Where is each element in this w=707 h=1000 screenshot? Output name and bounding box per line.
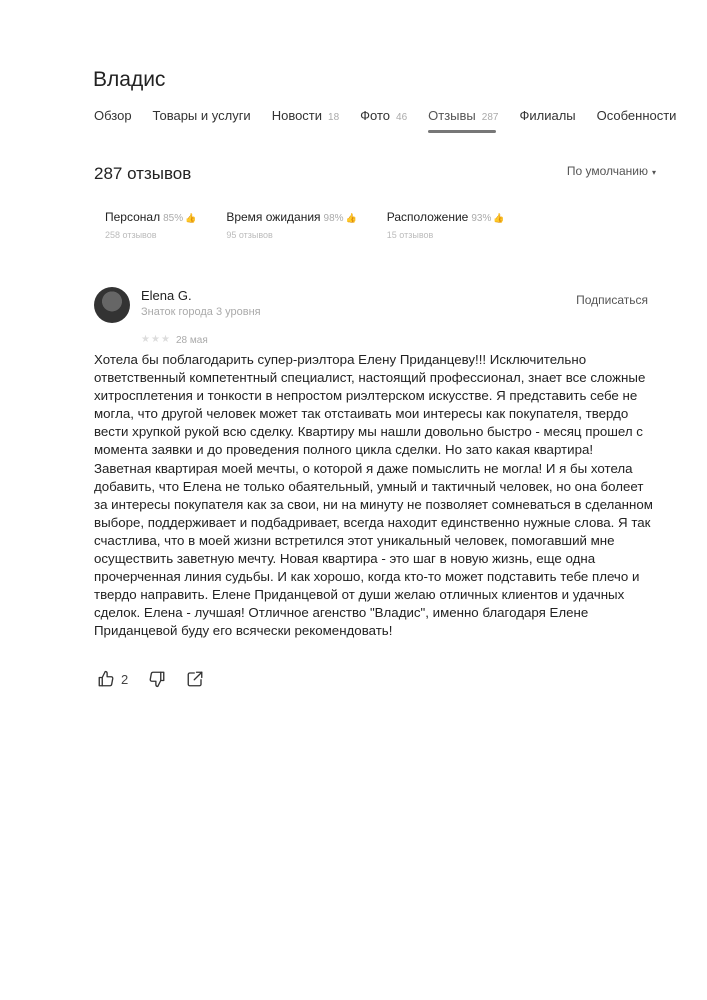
share-button[interactable] [186,670,204,688]
tab-label: Филиалы [519,108,576,123]
tab-branches[interactable] [519,108,575,123]
star-icon: ★ [141,334,151,345]
thumbs-up-icon [97,670,115,688]
share-icon [186,670,204,688]
aspect-percent: 93% [471,213,492,224]
tab-reviews[interactable] [428,108,498,123]
aspect-name: Расположение [386,210,469,224]
sort-dropdown[interactable] [567,164,656,178]
aspect-percent: 98% [323,213,344,224]
review-date: 28 мая [176,335,208,346]
aspect-location[interactable] [387,208,505,240]
aspect-reviews-count: 95 отзывов [226,230,273,240]
tab-label: Отзывы [428,108,476,123]
thumbs-up-icon: 👍 [185,213,197,223]
tab-news[interactable] [272,108,339,123]
sort-label: По умолчанию [566,164,648,178]
tab-features[interactable] [597,108,677,123]
like-button[interactable] [97,670,128,688]
tab-label: Товары и услуги [152,108,251,123]
aspect-name: Персонал [105,210,161,224]
thumbs-down-icon [148,670,166,688]
tab-count: 18 [328,112,340,123]
review-text: Хотела бы поблагодарить супер-риэлтора Елену Приданцеву!!! Исключительно ответственный компетентный специалист, настоящий профессионал, знает все сложные хитросплетения и тонкости в непростом риэлтерском искусстве. Я представить себе не могла, что другой человек может так отстаивать мои интересы как покупателя, твердо вести хрупкой рукой всю сделку. Квартиру мы нашли довольно быстро - месяц прошел с момента заявки и до проведения полного цикла сделки. Но зато какая квартира! Заветная квартирая моей мечты, о которой я даже помыслить не могла! И я бы хотела добавить, что Елена не только обаятельный, умный и тактичный человек, но она болеет за интересы покупателя как за свои, ни на минуту не позволяет сомневаться в сделанном выборе, поддерживает и подбадривает, всегда находит единственно нужные слова. Я так счастлива, что в моей жизни встретился этот уникальный человек, помогавший мне осуществить заветную мечту. Новая квартира - это шаг в новую жизнь, еще одна прочерченная линия судьбы. И как хорошо, когда кто-то может подставить тебе плечо и твердо направить. Елене Приданцевой от души желаю отличных клиентов и удачных сделок. Елена - лучшая! Отличное агенство "Владис", именно благодаря Елене Приданцевой буду его всячески рекомендовать! [94,352,653,639]
rating-stars [141,334,171,345]
avatar[interactable] [94,287,130,323]
tab-overview[interactable] [94,108,132,123]
dislike-button[interactable] [148,670,166,688]
thumbs-up-icon: 👍 [493,213,505,223]
tab-label: Особенности [596,108,677,123]
tab-count: 46 [396,112,408,123]
aspect-staff[interactable] [105,208,196,240]
aspect-name: Время ожидания [226,210,321,224]
star-icon: ★ [160,334,171,345]
review-author[interactable]: Elena G. [141,288,192,303]
tabs-bar [94,108,697,123]
subscribe-button[interactable]: Подписаться [576,293,648,307]
tab-label: Обзор [94,108,132,123]
like-count: 2 [121,671,129,687]
thumbs-up-icon: 👍 [345,213,357,223]
aspects-bar [105,208,535,240]
tab-label: Фото [360,108,391,123]
aspect-waiting-time[interactable] [226,208,356,240]
review-actions [97,670,224,688]
page-title: Владис [93,68,166,91]
tab-photos[interactable] [360,108,407,123]
reviews-count: 287 отзывов [94,164,192,183]
tab-label: Новости [271,108,323,123]
author-level: Знаток города 3 уровня [141,306,261,318]
tab-count: 287 [481,112,499,123]
star-icon: ★ [150,334,161,345]
chevron-down-icon: ▾ [651,168,656,177]
aspect-reviews-count: 15 отзывов [386,230,434,240]
aspect-percent: 85% [163,213,184,224]
aspect-reviews-count: 258 отзывов [105,230,157,240]
tab-products[interactable] [153,108,251,123]
